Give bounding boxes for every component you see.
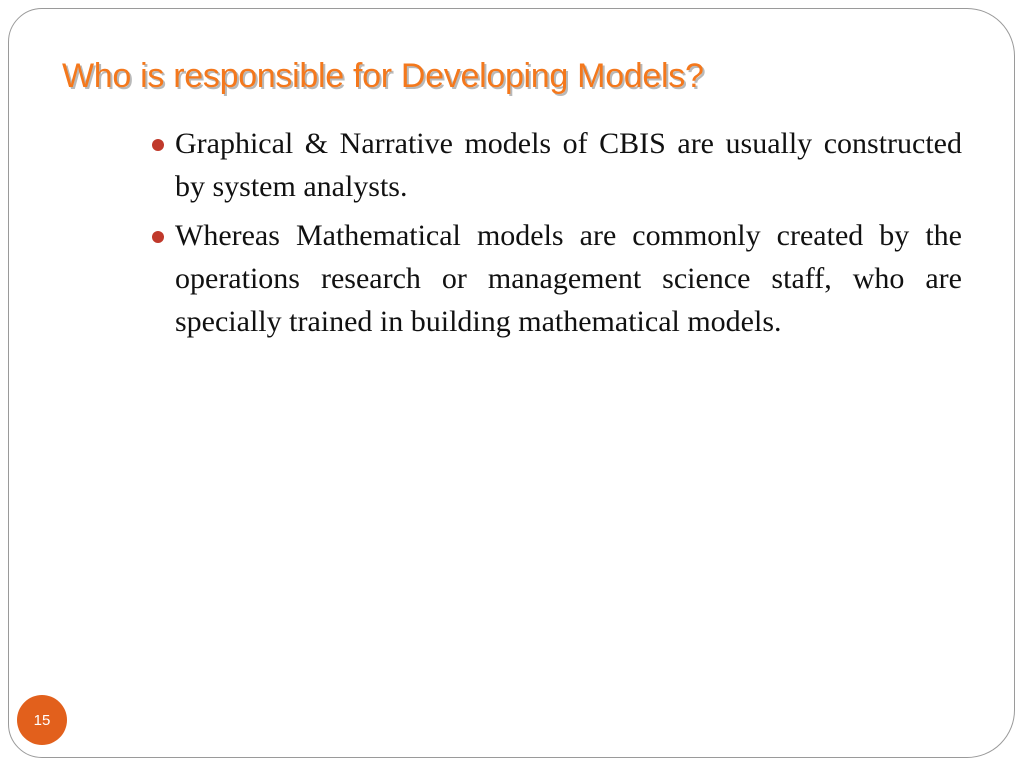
bullet-text: Whereas Mathematical models are commonly created by the operations research or management science staff, who are specially trained in building mathematical models.: [175, 219, 962, 338]
bullet-text: Graphical & Narrative models of CBIS are usually constructed by system analysts.: [175, 127, 962, 203]
bullet-item: [150, 122, 962, 208]
page-number-badge: 15: [17, 695, 67, 745]
bullet-list: [150, 122, 962, 349]
slide-frame: [8, 8, 1015, 758]
bullet-dot-icon: [152, 231, 164, 243]
bullet-item: [150, 214, 962, 343]
bullet-dot-icon: [152, 139, 164, 151]
slide-title: Who is responsible for Developing Models?: [62, 57, 704, 95]
